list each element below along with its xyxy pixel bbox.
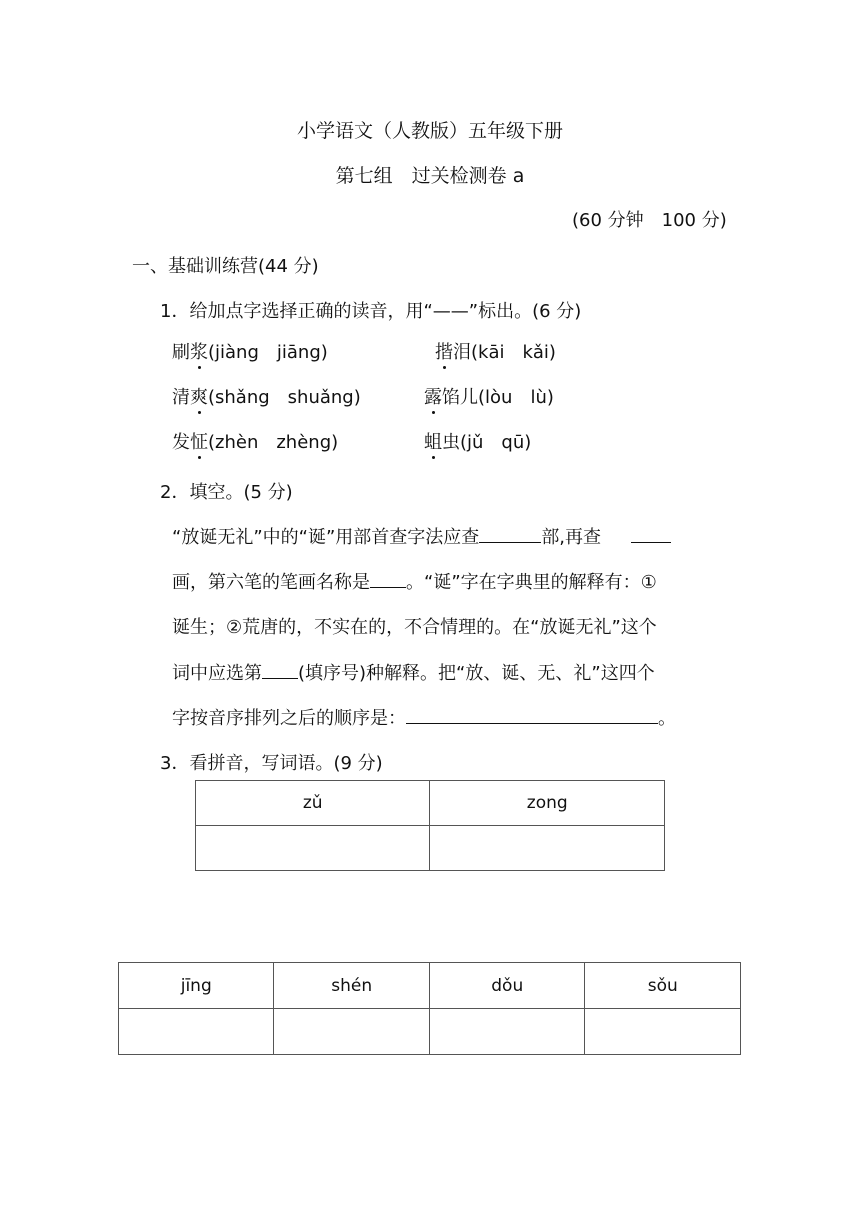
dotted-character: 蛆: [424, 428, 442, 454]
fill-line-3: 诞生；②荒唐的，不实在的，不合情理的。在“放诞无礼”这个: [172, 617, 657, 638]
dotted-character: 浆: [190, 338, 208, 364]
pinyin-options[interactable]: (jǔ qū): [460, 432, 532, 453]
pinyin-item: 蛆虫(jǔ qū): [424, 428, 531, 454]
document-title: 小学语文（人教版）五年级下册: [296, 120, 563, 142]
fill-line-1: “放诞无礼”中的“诞”用部首查字法应查 部,再查: [172, 523, 732, 549]
pinyin-options[interactable]: (lòu lù): [478, 387, 554, 408]
section-heading: 一、基础训练营(44 分): [132, 256, 319, 277]
pinyin-table-2: [118, 962, 741, 1055]
fill-line-5: 字按音序排列之后的顺序是： 。: [172, 704, 732, 730]
pinyin-options[interactable]: (zhèn zhèng): [208, 432, 339, 453]
dotted-character: 露: [424, 383, 442, 409]
answer-cell[interactable]: [430, 1009, 585, 1055]
pinyin-item: 刷浆(jiàng jiāng): [172, 338, 328, 364]
answer-cell[interactable]: [585, 1009, 741, 1055]
answer-cell[interactable]: [119, 1009, 274, 1055]
question-2-title: 2．填空。(5 分): [160, 482, 293, 503]
question-1-title: 1．给加点字选择正确的读音，用“——”标出。(6 分): [160, 301, 582, 322]
answer-cell[interactable]: [274, 1009, 430, 1055]
blank-order[interactable]: [406, 705, 658, 724]
document-subtitle: 第七组 过关检测卷 a: [335, 165, 525, 187]
dotted-character: 揩: [435, 338, 453, 364]
pinyin-cell: sǒu: [585, 963, 741, 1009]
pinyin-item: 揩泪(kāi kǎi): [435, 338, 556, 364]
pinyin-options[interactable]: (shǎng shuǎng): [208, 387, 361, 408]
pinyin-options[interactable]: (jiàng jiāng): [208, 342, 328, 363]
pinyin-cell: jīng: [119, 963, 274, 1009]
dotted-character: 怔: [190, 428, 208, 454]
pinyin-cell: zǔ: [196, 781, 430, 826]
question-3-title: 3．看拼音，写词语。(9 分): [160, 753, 383, 774]
answer-cell[interactable]: [430, 826, 665, 871]
answer-cell[interactable]: [196, 826, 430, 871]
pinyin-options[interactable]: (kāi kǎi): [471, 342, 556, 363]
blank-stroke-name[interactable]: [370, 569, 406, 588]
pinyin-cell: zong: [430, 781, 665, 826]
pinyin-item: 清爽(shǎng shuǎng): [172, 383, 361, 409]
pinyin-cell: dǒu: [430, 963, 585, 1009]
fill-line-4: 词中应选第 (填序号)种解释。把“放、诞、无、礼”这四个: [172, 659, 732, 685]
time-score-info: (60 分钟 100 分): [572, 210, 727, 231]
pinyin-item: 露馅儿(lòu lù): [424, 383, 554, 409]
pinyin-cell: shén: [274, 963, 430, 1009]
pinyin-item: 发怔(zhèn zhèng): [172, 428, 338, 454]
fill-line-2: 画，第六笔的笔画名称是 。“诞”字在字典里的解释有：①: [172, 568, 732, 594]
blank-meaning-number[interactable]: [262, 660, 298, 679]
dotted-character: 爽: [190, 383, 208, 409]
pinyin-table-1: [195, 780, 665, 871]
blank-stroke-count[interactable]: [631, 524, 671, 543]
blank-radical[interactable]: [479, 524, 541, 543]
